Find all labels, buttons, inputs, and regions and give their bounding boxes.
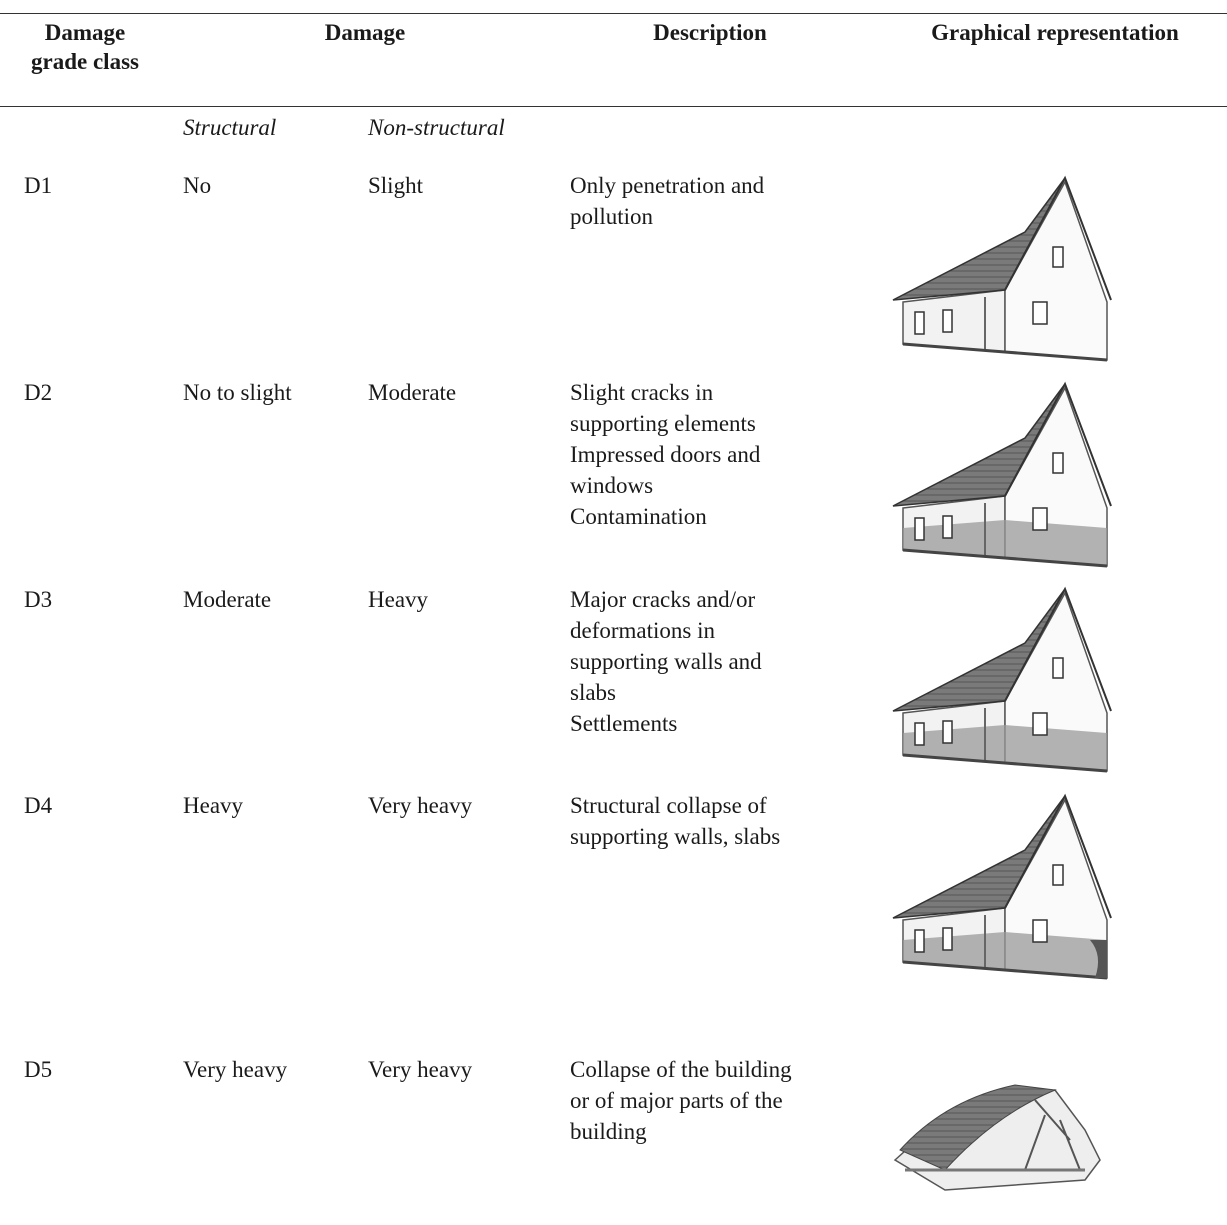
row-description: Structural collapse of supporting walls, slabs [570,793,781,849]
collapsed-house-illustration [885,1020,1117,1225]
header-description: Description [653,20,767,45]
row-description: Slight cracks in supporting elements Impressed doors and windows Contamination [570,380,761,529]
header-graphical-representation: Graphical representation [931,20,1179,45]
row-non-structural: Slight [368,173,423,198]
header-rule [0,106,1227,107]
row-grade: D4 [24,793,53,818]
subheader-structural: Structural [183,115,277,140]
house-illustration [885,172,1117,377]
row-non-structural: Moderate [368,380,457,405]
row-non-structural: Very heavy [368,1057,473,1082]
row-grade: D3 [24,587,53,612]
row-description: Collapse of the building or of major parts of the building [570,1057,792,1144]
row-structural: Heavy [183,793,244,818]
header-damage: Damage [324,20,406,45]
row-structural: Moderate [183,587,272,612]
row-grade: D1 [24,173,53,198]
house-illustration [885,790,1117,995]
house-illustration [885,378,1117,583]
row-structural: No to slight [183,380,292,405]
header-damage-grade-class: Damage grade class [31,20,139,74]
row-non-structural: Heavy [368,587,429,612]
row-non-structural: Very heavy [368,793,473,818]
row-description: Major cracks and/or deformations in supporting walls and slabs Settlements [570,587,762,736]
row-structural: No [183,173,212,198]
row-grade: D5 [24,1057,53,1082]
subheader-non-structural: Non-structural [368,115,505,140]
row-description: Only penetration and pollution [570,173,765,229]
row-grade: D2 [24,380,53,405]
top-rule [0,13,1227,14]
row-structural: Very heavy [183,1057,288,1082]
house-illustration [885,583,1117,788]
